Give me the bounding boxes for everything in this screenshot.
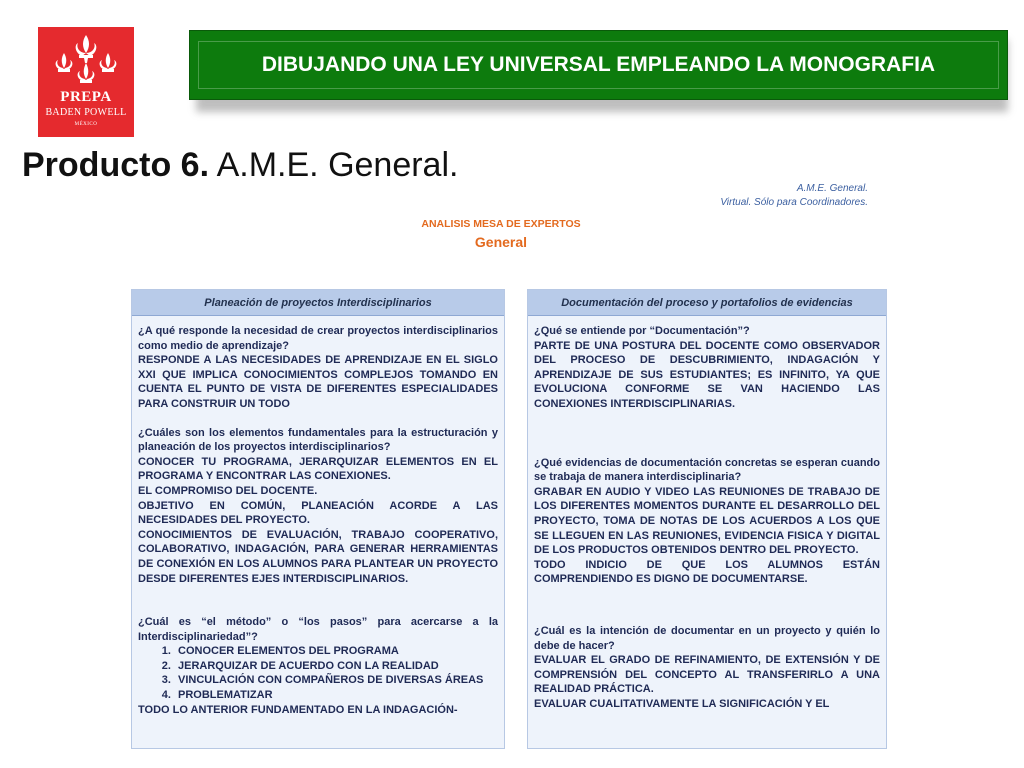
right-column-body xyxy=(528,316,886,711)
list-item: 3. VINCULACIÓN CON COMPAÑEROS DE DIVERSAS ÁREAS xyxy=(174,673,498,688)
list-item: 2. JERARQUIZAR DE ACUERDO CON LA REALIDAD xyxy=(174,659,498,674)
answer: RESPONDE A LAS NECESIDADES DE APRENDIZAJE EN EL SIGLO XXI QUE IMPLICA CONOCIMIENTOS COMPLEJOS TOMANDO EN CUENTA EL PUNTO DE VISTA DE DIFERENTES ESPECIALIDADES PARA CONSTRUIR UN TODO xyxy=(138,354,498,410)
fleur-de-lis-icon xyxy=(48,33,124,89)
doc-header-right-line2: Virtual. Sólo para Coordinadores. xyxy=(720,197,868,208)
answer: TODO LO ANTERIOR FUNDAMENTADO EN LA INDAGACIÓN- xyxy=(138,703,458,716)
logo-name: PREPA xyxy=(60,89,112,105)
title-banner xyxy=(189,30,1008,100)
question: ¿Qué evidencias de documentación concretas se esperan cuando se trabaja de manera interdisciplinaria? xyxy=(534,456,880,484)
prepa-logo xyxy=(38,27,134,137)
slide-title xyxy=(22,146,458,185)
right-column-heading: Documentación del proceso y portafolios de evidencias xyxy=(528,290,886,316)
list-item: 1. CONOCER ELEMENTOS DEL PROGRAMA xyxy=(174,644,498,659)
question: ¿A qué responde la necesidad de crear proyectos interdisciplinarios como medio de aprendizaje? xyxy=(138,325,498,352)
question: ¿Cuáles son los elementos fundamentales para la estructuración y planeación de los proyectos interdisciplinarios? xyxy=(138,426,498,454)
answer: PARTE DE UNA POSTURA DEL DOCENTE COMO OBSERVADOR DEL PROCESO DE DESCUBRIMIENTO, INDAGACIÓN Y APRENDIZAJE DE SUS ESTUDIANTES; ES INFINITO, YA QUE EVOLUCIONA CONFORME SE VAN HACIENDO LAS CONEXIONES INTERDISCIPLINARIAS. xyxy=(534,339,880,410)
left-column-heading: Planeación de proyectos Interdisciplinarios xyxy=(132,290,504,316)
slide-title-bold: Producto 6. xyxy=(22,146,210,184)
answer: OBJETIVO EN COMÚN, PLANEACIÓN ACORDE A LAS NECESIDADES DEL PROYECTO. xyxy=(138,499,498,527)
question: ¿Cuál es “el método” o “los pasos” para acercarse a la Interdisciplinariedad”? xyxy=(138,616,498,643)
answer: EVALUAR EL GRADO DE REFINAMIENTO, DE EXTENSIÓN Y DE COMPRENSIÓN DEL CONCEPTO AL TRANSFERIRLO A UNA REALIDAD PRÁCTICA. xyxy=(534,654,880,696)
banner-title: DIBUJANDO UNA LEY UNIVERSAL EMPLEANDO LA MONOGRAFIA xyxy=(261,53,936,76)
logo-country: MÉXICO xyxy=(74,122,98,127)
answer: GRABAR EN AUDIO Y VIDEO LAS REUNIONES DE TRABAJO DE LOS DIFERENTES MOMENTOS DURANTE EL DESARROLLO DEL PROYECTO, TOMA DE NOTAS DE LOS ACUERDOS A LOS QUE SE LLEGUEN EN LAS REUNIONES, EVIDENCIA FISICA Y DIGITAL DE LOS PRODUCTOS OBTENIDOS DENTRO DEL PROYECTO. xyxy=(534,485,880,557)
answer: EL COMPROMISO DEL DOCENTE. xyxy=(138,484,318,497)
logo-subname: BADEN POWELL xyxy=(45,107,127,118)
slide-title-rest: A.M.E. General. xyxy=(209,146,459,184)
doc-subtitle: General xyxy=(474,234,528,250)
answer: EVALUAR CUALITATIVAMENTE LA SIGNIFICACIÓN Y EL xyxy=(534,697,830,710)
steps-list xyxy=(138,644,498,702)
question: ¿Qué se entiende por “Documentación”? xyxy=(534,325,750,337)
doc-header-right-line1: A.M.E. General. xyxy=(796,183,868,194)
doc-header-right xyxy=(720,182,868,210)
answer: CONOCER TU PROGRAMA, JERARQUIZAR ELEMENTOS EN EL PROGRAMA Y ENCONTRAR LAS CONEXIONES. xyxy=(138,455,498,483)
question: ¿Cuál es la intención de documentar en un proyecto y quién lo debe de hacer? xyxy=(534,624,880,652)
answer: TODO INDICIO DE QUE LOS ALUMNOS ESTÁN COMPRENDIENDO ES DIGNO DE DOCUMENTARSE. xyxy=(534,558,880,586)
list-item: 4. PROBLEMATIZAR xyxy=(174,688,498,703)
left-column-body xyxy=(132,316,504,717)
doc-title: ANALISIS MESA DE EXPERTOS xyxy=(421,218,581,230)
answer: CONOCIMIENTOS DE EVALUACIÓN, TRABAJO COOPERATIVO, COLABORATIVO, INDAGACIÓN, PARA GENERAR HERRAMIENTAS DE CONEXIÓN EN LOS ALUMNOS PARA PLANTEAR UN PROYECTO DESDE DIFERENTES EJES INTERDISCIPLINARIOS. xyxy=(138,528,498,585)
left-column xyxy=(131,289,505,749)
right-column xyxy=(527,289,887,749)
